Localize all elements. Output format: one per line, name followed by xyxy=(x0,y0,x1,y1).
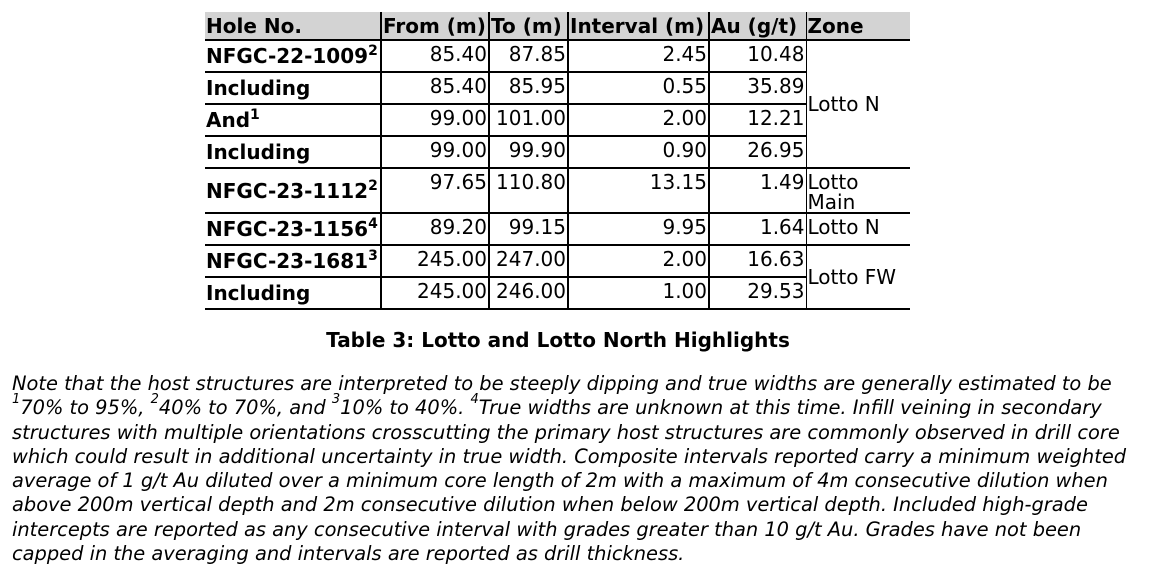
hole-cell xyxy=(205,104,381,136)
from-cell: 85.40 xyxy=(381,40,489,72)
table-row xyxy=(205,245,910,277)
interval-cell: 2.00 xyxy=(568,104,709,136)
interval-cell: 2.00 xyxy=(568,245,709,277)
from-cell: 85.40 xyxy=(381,72,489,104)
to-cell: 246.00 xyxy=(489,277,568,309)
hole-label: And xyxy=(206,108,251,132)
hole-cell xyxy=(205,245,381,277)
interval-cell: 9.95 xyxy=(568,213,709,245)
interval-cell: 2.45 xyxy=(568,40,709,72)
to-cell: 101.00 xyxy=(489,104,568,136)
to-cell: 110.80 xyxy=(489,168,568,213)
footnote-ref: 3 xyxy=(368,248,378,264)
from-cell: 99.00 xyxy=(381,136,489,168)
zone-cell: Lotto Main xyxy=(806,168,910,213)
table-row xyxy=(205,277,910,309)
footnote-ref: 3 xyxy=(331,392,341,408)
hole-cell xyxy=(205,168,381,213)
hole-label: NFGC-23-1681 xyxy=(206,249,369,273)
au-cell: 1.49 xyxy=(709,168,806,213)
highlights-table xyxy=(205,12,910,310)
au-cell: 16.63 xyxy=(709,245,806,277)
header-hole-no: Hole No. xyxy=(205,12,381,40)
interval-cell: 0.90 xyxy=(568,136,709,168)
interval-cell: 1.00 xyxy=(568,277,709,309)
hole-cell xyxy=(205,40,381,72)
table-row xyxy=(205,168,910,213)
au-cell: 35.89 xyxy=(709,72,806,104)
to-cell: 87.85 xyxy=(489,40,568,72)
table-row xyxy=(205,40,910,72)
zone-cell: Lotto N xyxy=(806,213,910,245)
au-cell: 26.95 xyxy=(709,136,806,168)
table-row xyxy=(205,72,910,104)
note-text: 40% to 70%, and xyxy=(158,396,332,420)
to-cell: 99.90 xyxy=(489,136,568,168)
footnote-ref: 1 xyxy=(250,107,260,123)
hole-label: NFGC-23-1156 xyxy=(206,217,369,241)
table-row xyxy=(205,104,910,136)
hole-cell xyxy=(205,277,381,309)
to-cell: 85.95 xyxy=(489,72,568,104)
footnote-ref: 2 xyxy=(368,43,378,59)
table-caption: Table 3: Lotto and Lotto North Highlights xyxy=(326,328,790,352)
interval-cell: 0.55 xyxy=(568,72,709,104)
from-cell: 99.00 xyxy=(381,104,489,136)
au-cell: 29.53 xyxy=(709,277,806,309)
note-text: 70% to 95%, xyxy=(20,396,151,420)
note-text: 10% to 40%. xyxy=(340,396,471,420)
from-cell: 245.00 xyxy=(381,245,489,277)
header-interval: Interval (m) xyxy=(568,12,709,40)
header-au: Au (g/t) xyxy=(709,12,806,40)
from-cell: 97.65 xyxy=(381,168,489,213)
footnote-ref: 4 xyxy=(368,216,378,232)
hole-label: Including xyxy=(206,281,311,305)
hole-label: Including xyxy=(206,76,311,100)
au-cell: 12.21 xyxy=(709,104,806,136)
zone-cell: Lotto N xyxy=(806,40,910,168)
table-row xyxy=(205,213,910,245)
footnote-ref: 2 xyxy=(368,177,378,194)
footnote-ref: 1 xyxy=(12,392,21,408)
footnote-ref: 4 xyxy=(470,392,479,408)
hole-label: Including xyxy=(206,140,311,164)
header-from: From (m) xyxy=(381,12,489,40)
to-cell: 99.15 xyxy=(489,213,568,245)
footnote-ref: 2 xyxy=(150,392,159,408)
interval-cell: 13.15 xyxy=(568,168,709,213)
hole-cell xyxy=(205,136,381,168)
from-cell: 245.00 xyxy=(381,277,489,309)
header-to: To (m) xyxy=(489,12,568,40)
footnote-paragraph xyxy=(12,372,1137,566)
header-zone: Zone xyxy=(806,12,910,40)
hole-cell xyxy=(205,72,381,104)
zone-cell: Lotto FW xyxy=(806,245,910,309)
table-row xyxy=(205,136,910,168)
hole-label: NFGC-22-1009 xyxy=(206,44,369,68)
hole-cell xyxy=(205,213,381,245)
note-text: True widths are unknown at this time. Infill veining in secondary structures with multiple orientations crosscutting the primary host structures are commonly observed in drill core which could result in additional uncertainty in true width. Composite intervals reported carry a minimum weighted average of 1 g/t Au diluted over a minimum core length of 2m with a maximum of 4m consecutive dilution when above 200m vertical depth and 2m consecutive dilution when below 200m vertical depth. Included high-grade intercepts are reported as any consecutive interval with grades greater than 10 g/t Au. Grades have not been capped in the averaging and intervals are reported as drill thickness. xyxy=(12,396,1127,566)
hole-label: NFGC-23-1112 xyxy=(206,178,369,203)
to-cell: 247.00 xyxy=(489,245,568,277)
au-cell: 1.64 xyxy=(709,213,806,245)
from-cell: 89.20 xyxy=(381,213,489,245)
table-header-row xyxy=(205,12,910,40)
au-cell: 10.48 xyxy=(709,40,806,72)
note-text: Note that the host structures are interpreted to be steeply dipping and true widths are generally estimated to be xyxy=(12,372,1112,395)
